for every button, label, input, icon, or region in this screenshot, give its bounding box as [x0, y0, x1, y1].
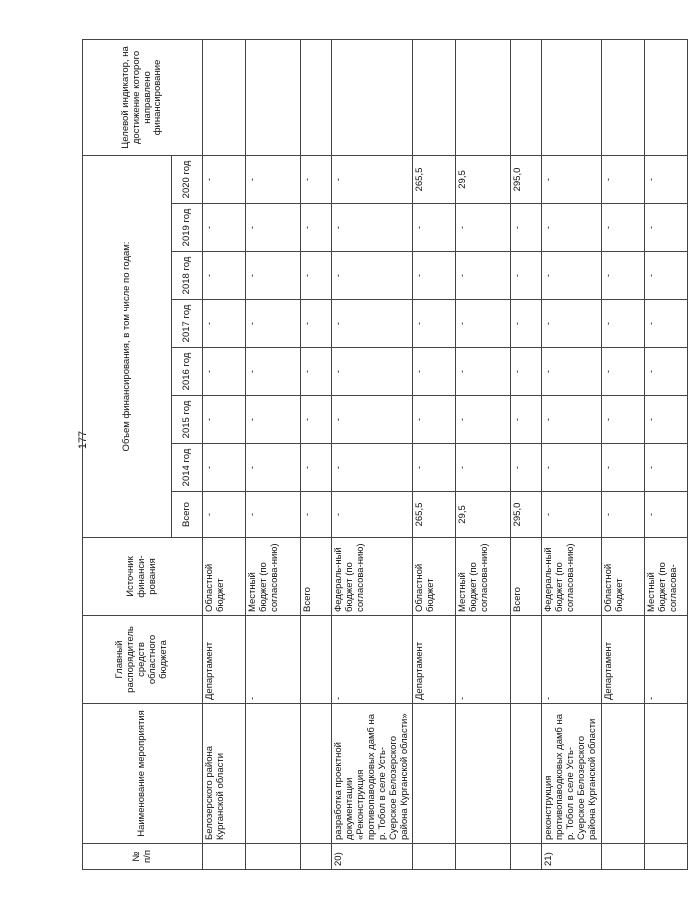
row-num-cell: [203, 844, 246, 870]
row-name-cell: Белозерского района Курганской области: [203, 704, 246, 844]
row-year-cell: -: [332, 444, 413, 492]
row-year-cell: -: [645, 300, 688, 348]
row-name-cell: [301, 704, 332, 844]
row-distributor-cell: -: [332, 616, 413, 704]
row-year-cell: 295,0: [511, 155, 542, 203]
header-year: 2018 год: [172, 252, 203, 300]
row-year-cell: -: [203, 444, 246, 492]
row-year-cell: -: [645, 396, 688, 444]
table-row: [602, 39, 645, 869]
row-indicator-cell: [246, 39, 301, 155]
row-indicator-cell: [301, 39, 332, 155]
row-total-cell: -: [332, 492, 413, 538]
row-year-cell: -: [456, 204, 511, 252]
row-source-cell: Всего: [511, 538, 542, 616]
row-year-cell: -: [246, 396, 301, 444]
row-year-cell: -: [602, 155, 645, 203]
header-num: № п/п: [83, 844, 203, 870]
row-year-cell: -: [301, 444, 332, 492]
row-distributor-cell: -: [645, 616, 688, 704]
row-num-cell: [301, 844, 332, 870]
row-year-cell: -: [301, 396, 332, 444]
row-year-cell: -: [645, 204, 688, 252]
row-year-cell: -: [203, 252, 246, 300]
row-name-cell: [602, 704, 645, 844]
row-year-cell: -: [511, 396, 542, 444]
page-number: 177: [77, 430, 90, 450]
row-num-cell: [645, 844, 688, 870]
header-year: 2020 год: [172, 155, 203, 203]
row-year-cell: -: [246, 204, 301, 252]
row-year-cell: -: [511, 444, 542, 492]
row-year-cell: -: [203, 155, 246, 203]
row-year-cell: -: [301, 252, 332, 300]
row-distributor-cell: [301, 616, 332, 704]
row-year-cell: -: [246, 348, 301, 396]
table-row: [332, 39, 413, 869]
row-year-cell: -: [246, 155, 301, 203]
row-num-cell: [602, 844, 645, 870]
row-total-cell: 29,5: [456, 492, 511, 538]
row-year-cell: -: [645, 155, 688, 203]
row-year-cell: -: [456, 396, 511, 444]
row-year-cell: -: [602, 300, 645, 348]
financing-table: [82, 39, 688, 870]
row-num-cell: [456, 844, 511, 870]
row-total-cell: -: [246, 492, 301, 538]
row-year-cell: -: [332, 252, 413, 300]
row-year-cell: -: [301, 348, 332, 396]
header-distributor: Главный распорядитель средств областного бюджета: [83, 616, 203, 704]
row-year-cell: -: [301, 204, 332, 252]
table-row: [542, 39, 602, 869]
table-row: [246, 39, 301, 869]
row-total-cell: -: [203, 492, 246, 538]
row-name-cell: [413, 704, 456, 844]
row-year-cell: -: [332, 155, 413, 203]
row-year-cell: -: [332, 300, 413, 348]
row-year-cell: -: [542, 252, 602, 300]
rotated-page: [82, 46, 679, 870]
row-source-cell: Областной бюджет: [602, 538, 645, 616]
row-year-cell: -: [602, 396, 645, 444]
header-source: Источник финанси-рования: [83, 538, 203, 616]
table-row: [456, 39, 511, 869]
row-total-cell: 265,5: [413, 492, 456, 538]
row-year-cell: -: [203, 204, 246, 252]
row-year-cell: -: [456, 252, 511, 300]
row-year-cell: -: [542, 444, 602, 492]
row-year-cell: -: [602, 204, 645, 252]
row-year-cell: -: [542, 204, 602, 252]
row-indicator-cell: [645, 39, 688, 155]
row-year-cell: -: [203, 348, 246, 396]
row-year-cell: -: [301, 155, 332, 203]
row-name-cell: [246, 704, 301, 844]
row-source-cell: Местный бюджет (по согласова-нию): [456, 538, 511, 616]
row-year-cell: 29,5: [456, 155, 511, 203]
row-name-cell: [511, 704, 542, 844]
row-year-cell: -: [203, 300, 246, 348]
row-source-cell: Федераль-ный бюджет (по согласова-нию): [332, 538, 413, 616]
header-name: Наименование мероприятия: [83, 704, 203, 844]
row-total-cell: -: [542, 492, 602, 538]
table-row: [511, 39, 542, 869]
row-year-cell: -: [511, 204, 542, 252]
row-year-cell: -: [413, 300, 456, 348]
row-name-cell: реконструкция противопаводковых дамб на р. Тобол в селе Усть-Суерское Белозерского района Курганской области: [542, 704, 602, 844]
row-year-cell: -: [246, 444, 301, 492]
row-distributor-cell: -: [246, 616, 301, 704]
table-body: [203, 39, 688, 869]
row-source-cell: Местный бюджет (по согласова-: [645, 538, 688, 616]
row-year-cell: -: [542, 396, 602, 444]
row-year-cell: -: [413, 252, 456, 300]
header-indicator: Целевой индикатор, на достижение которого направлено финансирование: [83, 39, 203, 155]
row-distributor-cell: [511, 616, 542, 704]
row-distributor-cell: Департамент: [602, 616, 645, 704]
row-indicator-cell: [511, 39, 542, 155]
row-source-cell: Всего: [301, 538, 332, 616]
row-indicator-cell: [332, 39, 413, 155]
row-num-cell: 20): [332, 844, 413, 870]
row-num-cell: [413, 844, 456, 870]
row-year-cell: -: [332, 396, 413, 444]
row-year-cell: -: [602, 444, 645, 492]
row-num-cell: [511, 844, 542, 870]
row-year-cell: -: [413, 396, 456, 444]
header-year: 2014 год: [172, 444, 203, 492]
row-year-cell: -: [542, 348, 602, 396]
row-name-cell: разработка проектной документации «Реконструкция противопаводковых дамб на р. Тобол в селе Усть-Суерское Белозерского района Курганской области»: [332, 704, 413, 844]
row-year-cell: -: [542, 300, 602, 348]
row-indicator-cell: [203, 39, 246, 155]
row-year-cell: -: [511, 348, 542, 396]
row-year-cell: -: [602, 252, 645, 300]
header-year: 2019 год: [172, 204, 203, 252]
row-distributor-cell: Департамент: [203, 616, 246, 704]
row-year-cell: -: [511, 300, 542, 348]
row-year-cell: -: [246, 300, 301, 348]
row-year-cell: -: [301, 300, 332, 348]
row-indicator-cell: [602, 39, 645, 155]
row-total-cell: -: [645, 492, 688, 538]
row-name-cell: [645, 704, 688, 844]
row-source-cell: Областной бюджет: [413, 538, 456, 616]
row-total-cell: 295,0: [511, 492, 542, 538]
row-distributor-cell: -: [542, 616, 602, 704]
row-indicator-cell: [456, 39, 511, 155]
row-year-cell: -: [645, 348, 688, 396]
row-year-cell: -: [413, 204, 456, 252]
row-indicator-cell: [542, 39, 602, 155]
table-row: [301, 39, 332, 869]
row-year-cell: -: [332, 204, 413, 252]
row-source-cell: Областной бюджет: [203, 538, 246, 616]
table-row: [203, 39, 246, 869]
table-row: [645, 39, 688, 869]
row-year-cell: -: [332, 348, 413, 396]
row-year-cell: -: [246, 252, 301, 300]
row-year-cell: -: [511, 252, 542, 300]
header-year: 2015 год: [172, 396, 203, 444]
row-year-cell: -: [645, 444, 688, 492]
row-source-cell: Федераль-ный бюджет (по согласова-нию): [542, 538, 602, 616]
header-total: Всего: [172, 492, 203, 538]
row-source-cell: Местный бюджет (по согласова-нию): [246, 538, 301, 616]
row-year-cell: -: [542, 155, 602, 203]
row-indicator-cell: [413, 39, 456, 155]
row-year-cell: -: [203, 396, 246, 444]
row-year-cell: -: [602, 348, 645, 396]
row-num-cell: [246, 844, 301, 870]
row-total-cell: -: [602, 492, 645, 538]
row-year-cell: 265,5: [413, 155, 456, 203]
row-year-cell: -: [456, 444, 511, 492]
row-distributor-cell: -: [456, 616, 511, 704]
row-year-cell: -: [413, 444, 456, 492]
table-row: [413, 39, 456, 869]
header-volume: Объем финансирования, в том числе по годам:: [83, 155, 172, 537]
row-year-cell: -: [456, 348, 511, 396]
row-name-cell: [456, 704, 511, 844]
row-num-cell: 21): [542, 844, 602, 870]
row-year-cell: -: [413, 348, 456, 396]
header-year: 2017 год: [172, 300, 203, 348]
header-year: 2016 год: [172, 348, 203, 396]
row-total-cell: -: [301, 492, 332, 538]
row-year-cell: -: [456, 300, 511, 348]
row-year-cell: -: [645, 252, 688, 300]
row-distributor-cell: Департамент: [413, 616, 456, 704]
